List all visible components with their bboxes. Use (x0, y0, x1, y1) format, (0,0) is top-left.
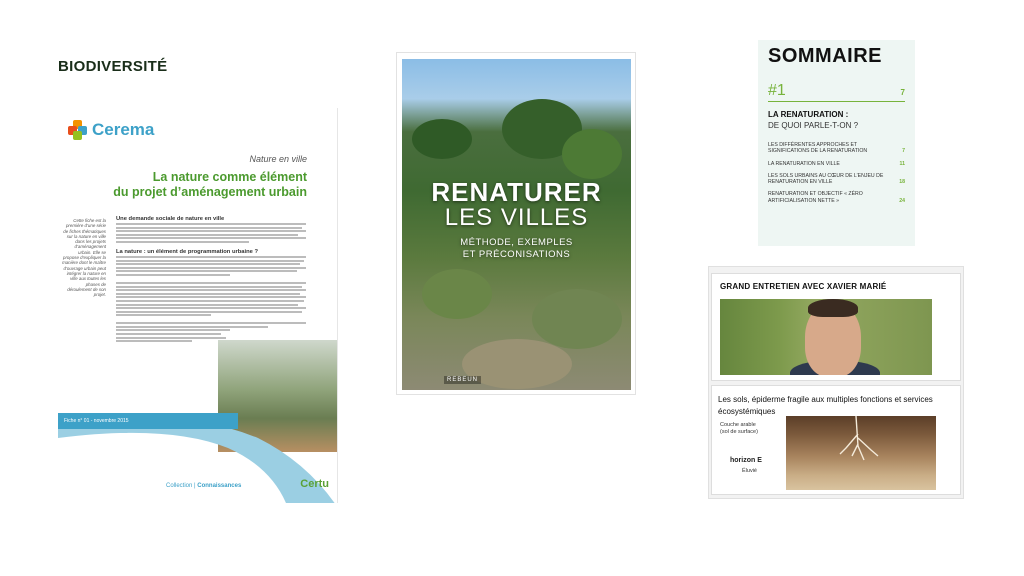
section-heading: Une demande sociale de nature en ville (116, 216, 225, 222)
certu-logo: Certu (300, 478, 329, 490)
cerema-document (58, 108, 338, 503)
sommaire-panel (758, 40, 915, 246)
document-body (116, 216, 306, 348)
interview-card (708, 266, 964, 499)
cerema-logo (68, 120, 154, 140)
collection-name: Connaissances (197, 483, 242, 489)
soil-label-topsoil-line1: Couche arable (720, 422, 756, 428)
plant-shape (562, 129, 622, 179)
toc-item (768, 142, 905, 155)
cerema-logo-icon (68, 120, 88, 140)
portrait-hair (808, 299, 858, 317)
toc-item-page: 18 (899, 179, 905, 186)
collection-prefix: Collection (166, 483, 193, 489)
interview-panel (711, 273, 961, 381)
toc-item-page: 7 (902, 148, 905, 155)
side-note: Cette fiche est la première d’une série de fiches thématiques sur la nature en ville dans les projets d’aménagement urbain. Elle se propose d’expliquer la manière dont le maître d’ouvrage urbain peut intégrer la nature en ville aux toutes les phases de déroulement de son projet. (62, 218, 106, 298)
book-subtitle-line2: ET PRÉCONISATIONS (462, 249, 571, 260)
portrait-photo (720, 299, 932, 375)
section-heading: La nature : un élément de programmation urbaine ? (116, 248, 259, 255)
plant-shape (412, 119, 472, 159)
soil-title: Les sols, épiderme fragile aux multiples fonctions et services écosystémiques (718, 395, 933, 416)
book-subtitle-line1: MÉTHODE, EXEMPLES (460, 237, 573, 248)
toc-item-page: 11 (899, 160, 905, 167)
book-title (402, 179, 631, 261)
interview-title: GRAND ENTRETIEN AVEC XAVIER MARIÉ (720, 282, 887, 291)
soil-label-eluvie: Éluvié (742, 468, 757, 474)
chapter-heading: LA RENATURATION : (768, 110, 849, 119)
book-cover-frame (396, 52, 636, 395)
book-title-line2: LES VILLES (444, 204, 589, 231)
chapter-number-row (768, 82, 905, 102)
toc-list (768, 142, 905, 204)
collection-label: Collection | Connaissances (166, 483, 242, 489)
soil-label-topsoil-line2: (sol de surface) (720, 428, 758, 435)
text-block (116, 282, 306, 316)
chapter-number: #1 (768, 82, 786, 99)
toc-item-label: RENATURATION ET OBJECTIF « ZÉRO ARTIFICIALISATION NETTE » (768, 191, 863, 204)
soil-diagram (786, 416, 936, 490)
toc-item (768, 161, 905, 167)
root-illustration (786, 416, 936, 490)
chapter-subheading: DE QUOI PARLE-T-ON ? (768, 121, 859, 130)
toc-item (768, 191, 905, 204)
text-block (116, 256, 306, 276)
soil-label-horizon: horizon E (730, 457, 762, 464)
book-cover (402, 59, 631, 390)
toc-item (768, 173, 905, 186)
soil-panel (711, 385, 961, 495)
plant-shape (422, 269, 492, 319)
document-title-line2: du projet d’aménagement urbain (113, 185, 307, 199)
chapter-page: 7 (900, 88, 905, 97)
publisher-logo: REBEUN (444, 376, 481, 384)
sommaire-title: SOMMAIRE (768, 45, 882, 67)
text-block (116, 223, 306, 243)
document-title (97, 170, 307, 200)
toc-item-label: LA RENATURATION EN VILLE (768, 160, 840, 167)
soil-label-topsoil (720, 422, 758, 435)
toc-item-page: 24 (899, 197, 905, 204)
fiche-number: Fiche n° 01 - novembre 2015 (58, 413, 238, 429)
toc-item-label: LES SOLS URBAINS AU CŒUR DE L’ENJEU DE RENATURATION EN VILLE (768, 172, 884, 186)
cerema-logo-text: Cerema (92, 120, 155, 139)
plant-shape (532, 289, 622, 349)
document-subtitle: Nature en ville (249, 154, 307, 164)
book-title-line1: RENATURER (431, 177, 602, 207)
document-title-line1: La nature comme élément (152, 170, 307, 184)
slide-title: BIODIVERSITÉ (58, 58, 168, 75)
toc-item-label: LES DIFFÉRENTES APPROCHES ET SIGNIFICATIONS DE LA RENATURATION (768, 142, 868, 155)
